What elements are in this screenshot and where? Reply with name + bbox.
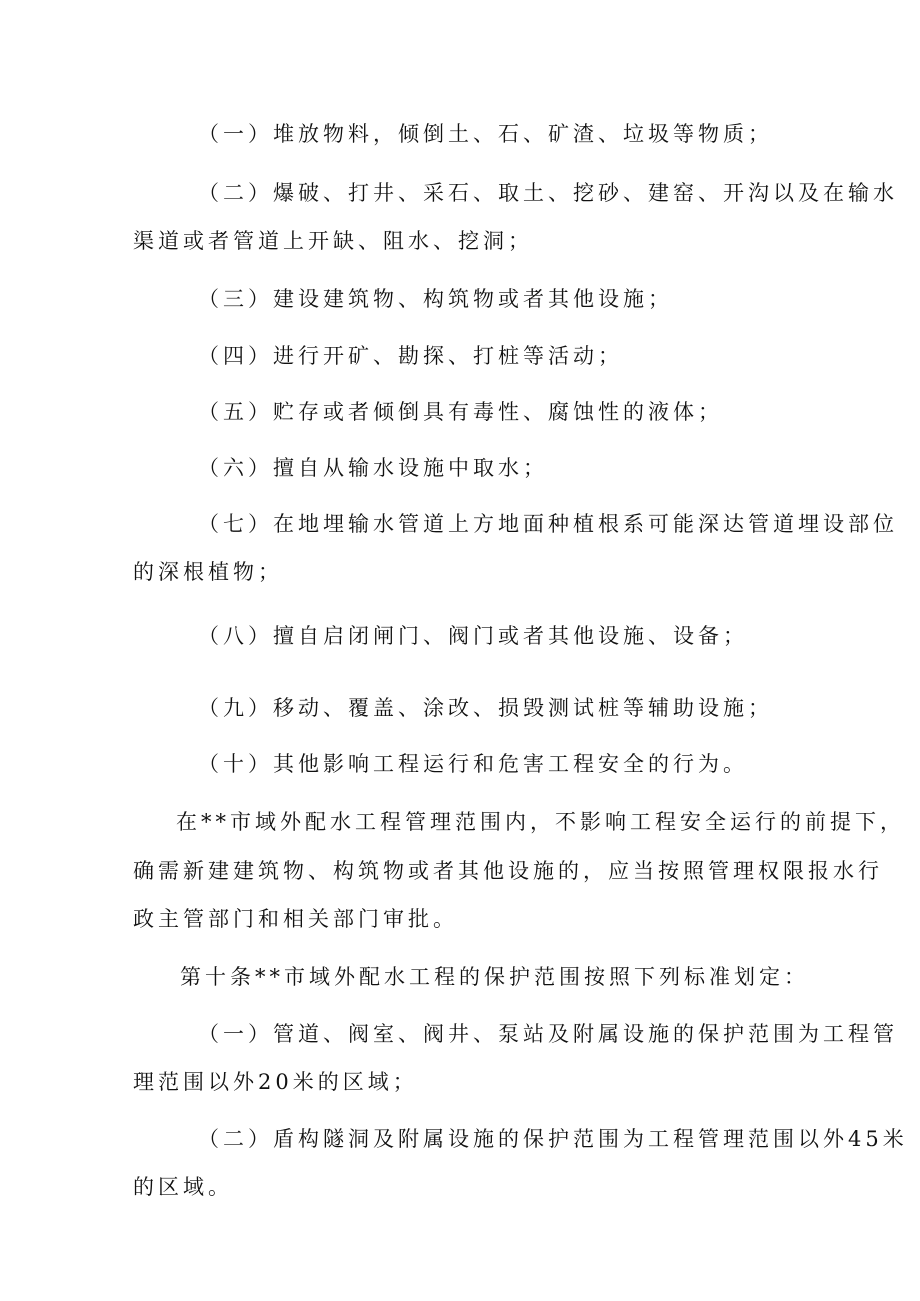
article-10-item-2-line-1: （二）盾构隧洞及附属设施的保护范围为工程管理范围以外45米 — [198, 1127, 908, 1151]
article-10-item-1-line-2: 理范围以外20米的区域； — [133, 1070, 418, 1094]
approval-paragraph-line-2: 确需新建建筑物、构筑物或者其他设施的，应当按照管理权限报水行 — [133, 859, 883, 883]
item-2-line-1: （二）爆破、打井、采石、取土、挖砂、建窑、开沟以及在输水 — [198, 181, 898, 205]
item-9-line: （九）移动、覆盖、涂改、损毁测试桩等辅助设施； — [198, 696, 773, 720]
article-10-heading: 第十条**市域外配水工程的保护范围按照下列标准划定： — [180, 965, 809, 989]
approval-paragraph-line-1: 在**市域外配水工程管理范围内，不影响工程安全运行的前提下， — [176, 810, 905, 834]
item-4-line: （四）进行开矿、勘探、打桩等活动； — [198, 344, 623, 368]
article-10-item-1-line-1: （一）管道、阀室、阀井、泵站及附属设施的保护范围为工程管 — [198, 1022, 898, 1046]
item-7-line-1: （七）在地埋输水管道上方地面种植根系可能深达管道埋设部位 — [198, 512, 898, 536]
approval-paragraph-line-3: 政主管部门和相关部门审批。 — [133, 907, 458, 931]
item-10-line: （十）其他影响工程运行和危害工程安全的行为。 — [198, 752, 748, 776]
item-6-line: （六）擅自从输水设施中取水； — [198, 456, 548, 480]
item-3-line: （三）建设建筑物、构筑物或者其他设施； — [198, 287, 673, 311]
item-5-line: （五）贮存或者倾倒具有毒性、腐蚀性的液体； — [198, 400, 723, 424]
item-1-line: （一）堆放物料，倾倒土、石、矿渣、垃圾等物质； — [198, 122, 773, 146]
item-8-line: （八）擅自启闭闸门、阀门或者其他设施、设备； — [198, 624, 748, 648]
item-7-line-2: 的深根植物； — [133, 560, 283, 584]
item-2-line-2: 渠道或者管道上开缺、阻水、挖洞； — [133, 229, 533, 253]
article-10-item-2-line-2: 的区域。 — [133, 1175, 233, 1199]
